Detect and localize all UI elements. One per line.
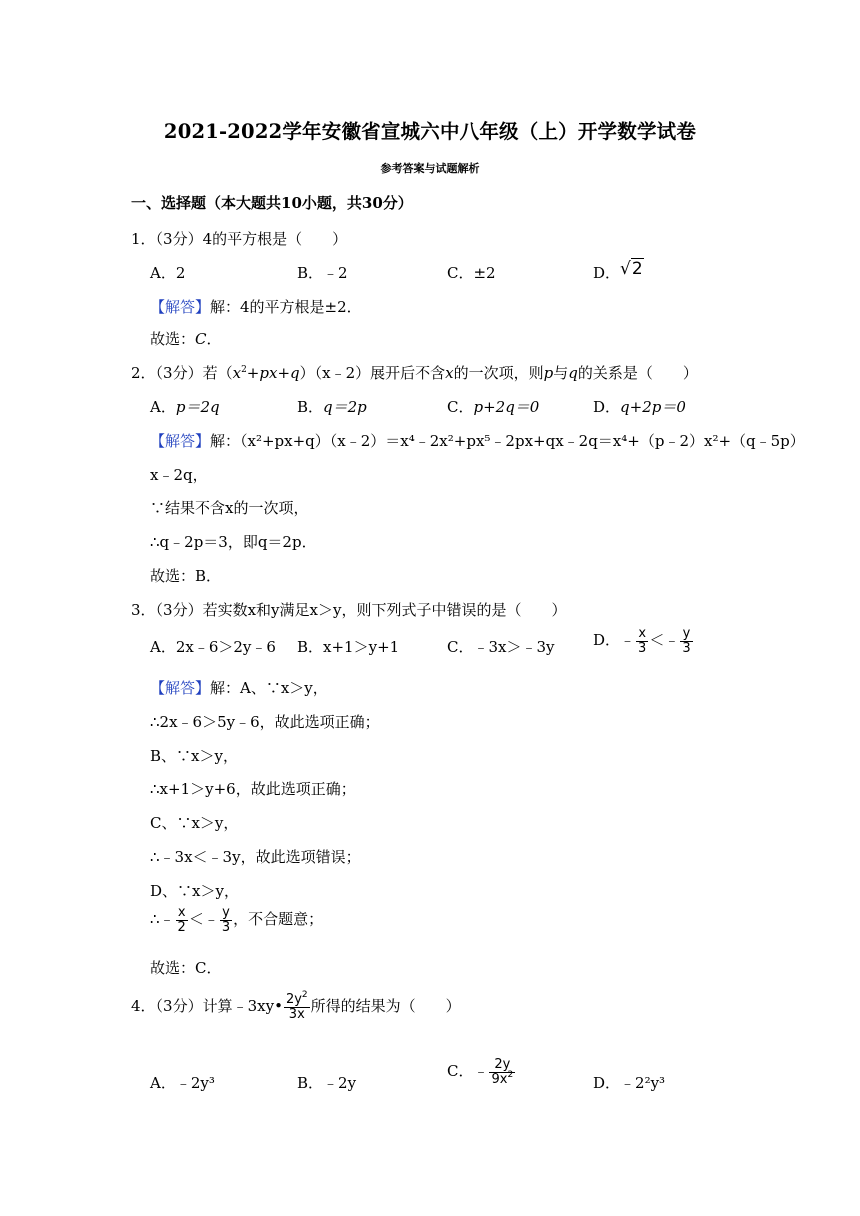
q1-choice-end: ．	[206, 330, 222, 348]
q2-stem-pre: 2．（3分）若（	[131, 364, 233, 382]
answer-tag: 【解答】	[150, 679, 211, 697]
q2-option-b: B．q＝2p	[297, 398, 367, 416]
q2-stem: 2．（3分）若$(x^2+px+q)(x﹣2)$展开后不含x的一次项，则p与q的关系是（ ）	[131, 364, 698, 382]
page-title: 2021-2022学年安徽省宣城六中八年级（上）开学数学试卷	[163, 120, 697, 143]
q2-option-d-text: q+2p＝0	[620, 398, 686, 416]
q4-stem-pre: 4．（3分）计算﹣3xy	[131, 997, 275, 1016]
q4-option-c-label: C．﹣	[447, 1062, 489, 1081]
q3-option-c: C．﹣3x＞﹣3y	[447, 638, 555, 656]
q3-answer-line7: D、∵x＞y，	[150, 882, 239, 900]
q2-stem-mid: ）（x﹣2）展开后不含	[299, 364, 446, 382]
q1-choice-prefix: 故选：	[150, 330, 196, 348]
q2-answer-line1	[150, 430, 805, 451]
q3-option-a: A．2x﹣6＞2y﹣6	[150, 638, 276, 656]
q4-stem-post: 所得的结果为（ ）	[310, 997, 461, 1016]
q2-option-c: C．p+2q＝0	[447, 398, 540, 416]
q1-option-a: A．2	[150, 264, 186, 282]
q3-option-d: D．﹣ $\frac{x}{3}$ ＜﹣ $\frac{y}{3}$	[593, 626, 691, 656]
q3-last-pre: ∴﹣	[150, 910, 175, 929]
answer-tag: 【解答】	[150, 298, 211, 316]
q2-option-c-text: p+2q＝0	[473, 398, 540, 416]
q2-stem-end: 的关系是（ ）	[577, 364, 698, 382]
fraction: $\frac{x}{3}$	[638, 626, 647, 656]
q2-choice: 故选：B．	[150, 567, 222, 585]
q3-answer-line8: ∴﹣ $\frac{x}{2}$ ＜﹣ $\frac{y}{3}$ ，不合题意；	[150, 905, 324, 935]
q3-option-b: B．x+1＞y+1	[297, 638, 400, 656]
fraction: $\frac{2y}{9x^2}$	[491, 1057, 514, 1087]
q1-choice	[150, 328, 222, 349]
q2-answer-line2: x﹣2q，	[150, 466, 208, 484]
fraction: $\frac{y}{3}$	[682, 626, 691, 656]
q1-choice-letter: C	[195, 330, 207, 348]
q4-option-a: A．﹣2y³	[150, 1074, 215, 1092]
q2-option-b-text: q＝2p	[323, 398, 367, 416]
q3-answer-line5: C、∵x＞y，	[150, 814, 239, 832]
q2-answer-line3: ∵结果不含x的一次项，	[150, 499, 309, 517]
q2-stem-post: 的一次项，则	[453, 364, 544, 382]
q3-answer-line2: ∴2x﹣6＞5y﹣6，故此选项正确；	[150, 713, 380, 731]
q4-option-b: B．﹣2y	[297, 1074, 357, 1092]
sqrt-symbol: √2	[620, 259, 643, 279]
q3-answer-line3: B、∵x＞y，	[150, 747, 238, 765]
fraction: $\frac{y}{3}$	[221, 905, 231, 935]
q3-stem: 3．（3分）若实数x和y满足x＞y，则下列式子中错误的是（ ）	[131, 601, 567, 619]
q1-option-c: C．±2	[447, 264, 496, 282]
fraction: $\frac{x}{2}$	[177, 905, 186, 935]
q2-answer-text: 解：（x²+px+q）（x﹣2）＝x⁴﹣2x²+px⁵﹣2px+qx﹣2q＝x⁴+（p﹣2）x²+（q﹣5p）	[210, 432, 805, 450]
answer-tag: 【解答】	[150, 432, 211, 450]
q2-answer-line4: ∴q﹣2p＝3，即q＝2p．	[150, 533, 317, 551]
q3-answer-line1	[150, 677, 328, 698]
q3-choice: 故选：C．	[150, 959, 222, 977]
q3-last-post: ，不合题意；	[233, 910, 324, 929]
q3-option-d-label: D．	[593, 631, 621, 650]
fraction: $\frac{2y^2}{3x}$	[285, 990, 308, 1022]
q2-option-a: A．p＝2q	[150, 398, 220, 416]
q4-option-c	[447, 1058, 516, 1086]
q1-option-d-radicand: 2	[631, 259, 643, 279]
q3-answer-line4: ∴x+1＞y+6，故此选项正确；	[150, 780, 356, 798]
page-subtitle: 参考答案与试题解析	[380, 162, 480, 175]
q3-answer-text: 解：A、∵x＞y，	[210, 679, 328, 697]
q1-answer	[150, 296, 362, 317]
q1-stem: 1．（3分）4的平方根是（ ）	[131, 230, 348, 248]
q1-option-d-label: D．	[593, 264, 621, 282]
q1-option-d	[593, 258, 644, 282]
q3-answer-line6: ∴﹣3x＜﹣3y，故此选项错误；	[150, 848, 361, 866]
q2-option-d: D．q+2p＝0	[593, 398, 686, 416]
q2-option-a-text: p＝2q	[175, 398, 220, 416]
q1-answer-text: 解：4的平方根是±2．	[210, 298, 362, 316]
q4-option-d: D．﹣2²y³	[593, 1074, 666, 1092]
section-heading: 一、选择题（本大题共10小题，共30分）	[131, 194, 413, 212]
q4-stem: 4．（3分）计算﹣3xy• $\frac{2y^2}{3x}$ 所得的结果为（ ）	[131, 990, 461, 1022]
q1-option-b: B．﹣2	[297, 264, 348, 282]
